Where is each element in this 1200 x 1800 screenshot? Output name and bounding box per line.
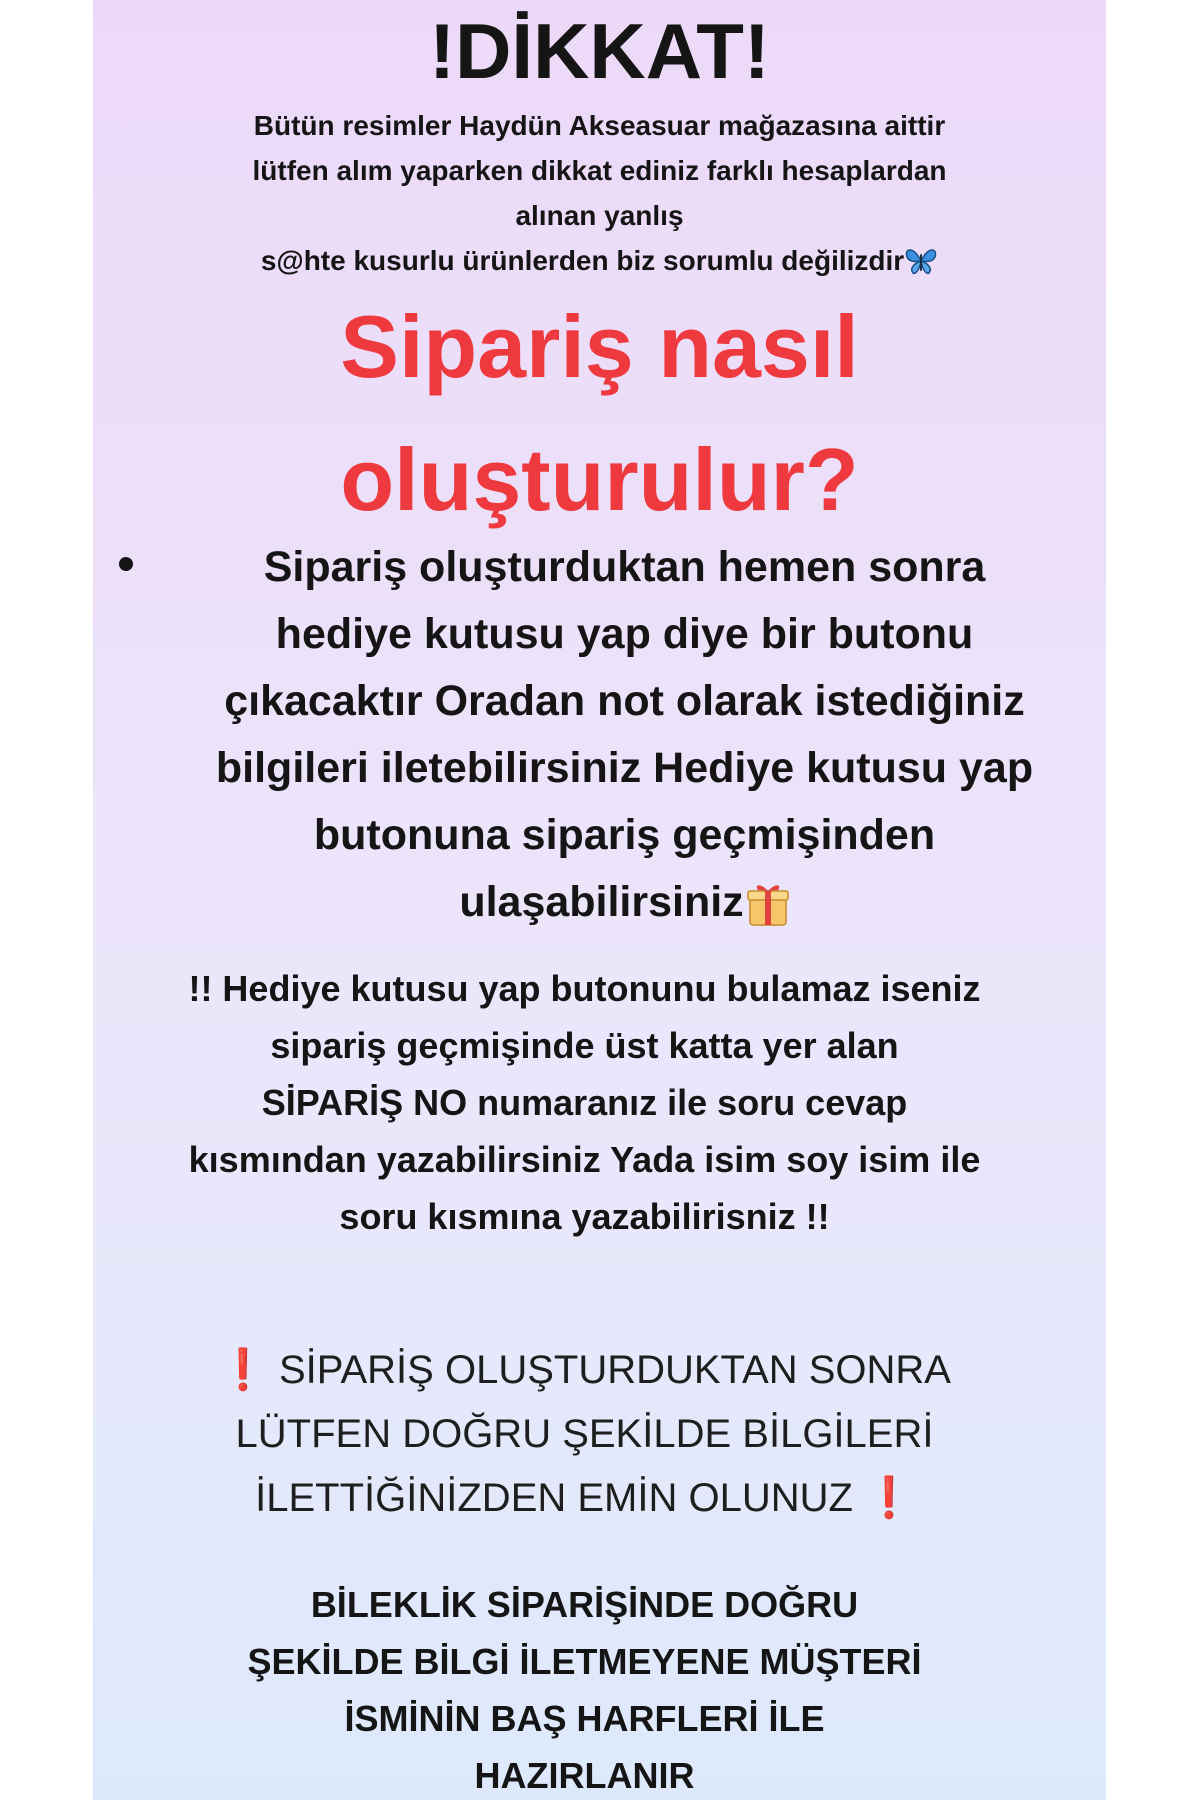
exclamation-icon: ❗ — [218, 1348, 268, 1392]
warning-line-text: SİPARİŞ OLUŞTURDUKTAN SONRA — [278, 1348, 951, 1392]
bullet-marker — [119, 557, 133, 571]
final-line: BİLEKLİK SİPARİŞİNDE DOĞRU — [310, 1584, 859, 1625]
bullet-line: çıkacaktır Oradan not olarak istediğiniz — [224, 677, 1025, 725]
how-to-order-heading — [93, 280, 1106, 546]
correct-info-warning — [93, 1338, 1106, 1530]
warning-line: LÜTFEN DOĞRU ŞEKİLDE BİLGİLERİ — [235, 1412, 934, 1456]
ownership-notice — [93, 103, 1106, 285]
gift-icon — [746, 880, 790, 922]
poster — [93, 0, 1106, 1800]
final-line: İSMİNİN BAŞ HARFLERİ İLE — [344, 1698, 825, 1739]
notice-line — [93, 238, 1106, 285]
butterfly-icon — [904, 240, 938, 285]
bracelet-order-note — [93, 1576, 1106, 1800]
bullet-line: butonuna sipariş geçmişinden — [313, 811, 936, 859]
heading-line: oluşturulur? — [340, 430, 859, 529]
bullet-line — [143, 869, 1106, 936]
warning-line-text: İLETTİĞİNİZDEN EMİN OLUNUZ — [255, 1476, 853, 1520]
exclamation-icon: ❗ — [864, 1476, 914, 1520]
order-number-info — [93, 960, 1106, 1245]
info-line: soru kısmına yazabilirisniz !! — [339, 1196, 830, 1237]
warning-line — [93, 1338, 1076, 1402]
notice-line-text: s@hte kusurlu ürünlerden biz sorumlu değilizdir — [260, 245, 905, 276]
gift-box-instructions — [143, 534, 1106, 936]
bullet-line-text: ulaşabilirsiniz — [459, 878, 744, 926]
notice-line: Bütün resimler Haydün Akseasuar mağazasına aittir — [253, 110, 946, 141]
bullet-line: hediye kutusu yap diye bir butonu — [275, 610, 974, 658]
notice-line: alınan yanlış — [515, 200, 684, 231]
final-line: HAZIRLANIR — [474, 1755, 695, 1796]
info-line: kısmından yazabilirsiniz Yada isim soy isim ile — [188, 1139, 981, 1180]
notice-line: lütfen alım yaparken dikkat ediniz farklı hesaplardan — [252, 155, 947, 186]
bullet-line: bilgileri iletebilirsiniz Hediye kutusu yap — [215, 744, 1034, 792]
warning-line — [93, 1466, 1076, 1530]
page-title: !DİKKAT! — [429, 7, 770, 95]
info-line: !! Hediye kutusu yap butonunu bulamaz iseniz — [188, 968, 981, 1009]
info-line: SİPARİŞ NO numaranız ile soru cevap — [261, 1082, 908, 1123]
bullet-line: Sipariş oluşturduktan hemen sonra — [263, 543, 986, 591]
heading-line: Sipariş nasıl — [340, 297, 859, 396]
info-line: sipariş geçmişinde üst katta yer alan — [270, 1025, 899, 1066]
final-line: ŞEKİLDE BİLGİ İLETMEYENE MÜŞTERİ — [247, 1641, 922, 1682]
